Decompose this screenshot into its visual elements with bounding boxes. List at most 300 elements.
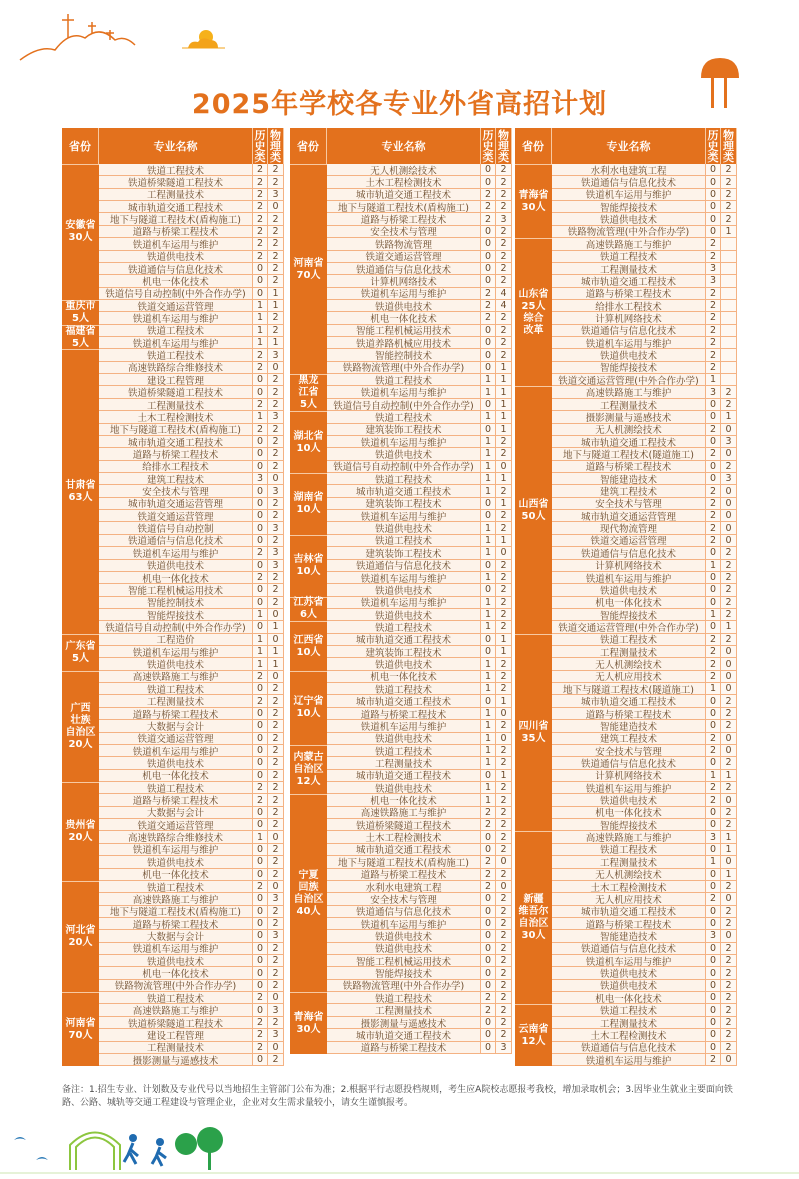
physics-count-cell: 2 [496,522,512,534]
major-name-cell: 铁道工程技术 [99,992,253,1004]
major-name-cell: 安全技术与管理 [327,893,481,905]
major-name-cell: 智能工程机械运用技术 [99,584,253,596]
physics-count-cell [721,337,737,349]
major-name-cell: 地下与隧道工程技术(隧道施工) [552,683,706,695]
physics-count-cell: 2 [268,980,284,992]
major-name-cell: 铁道机车运用与维护 [552,337,706,349]
major-name-cell: 城市轨道交通工程技术 [552,906,706,918]
major-name-cell: 城市轨道交通工程技术 [552,436,706,448]
physics-count-cell: 3 [268,1029,284,1041]
history-count-cell: 2 [706,238,721,250]
history-count-cell: 0 [706,473,721,485]
history-count-cell: 1 [481,708,496,720]
major-name-cell: 铁道机车运用与维护 [327,436,481,448]
major-name-cell: 铁道通信与信息化技术 [552,1042,706,1054]
physics-count-cell: 0 [721,893,737,905]
major-name-cell: 工程测量技术 [327,1004,481,1016]
physics-count-cell: 3 [268,485,284,497]
history-count-cell: 1 [253,609,268,621]
physics-count-cell: 2 [268,386,284,398]
bird-icon [36,1157,48,1160]
major-name-cell: 铁道供电技术 [327,609,481,621]
province-cell: 安徽省 30人 [62,164,99,300]
history-count-cell: 0 [481,337,496,349]
header-major: 专业名称 [552,128,706,164]
major-name-cell: 安全技术与管理 [327,226,481,238]
history-count-cell: 0 [481,770,496,782]
physics-count-cell: 2 [496,189,512,201]
physics-count-cell: 2 [496,621,512,633]
major-name-cell: 铁道供电技术 [99,251,253,263]
history-count-cell: 0 [253,597,268,609]
physics-count-cell: 2 [496,275,512,287]
major-name-cell: 机电一体化技术 [99,869,253,881]
history-count-cell: 0 [706,201,721,213]
physics-count-cell: 1 [721,621,737,633]
major-name-cell: 铁道机车运用与维护 [99,943,253,955]
major-name-cell: 给排水工程技术 [99,461,253,473]
physics-count-cell: 2 [496,930,512,942]
history-count-cell: 1 [253,646,268,658]
history-count-cell: 1 [481,720,496,732]
major-name-cell: 铁道供电技术 [552,980,706,992]
major-name-cell: 建筑装饰工程技术 [327,498,481,510]
physics-count-cell: 2 [496,337,512,349]
major-name-cell: 铁道养路机械应用技术 [327,337,481,349]
major-name-cell: 智能焊接技术 [99,609,253,621]
physics-count-cell: 3 [268,930,284,942]
physics-count-cell: 2 [268,918,284,930]
province-cell: 贵州省 20人 [62,782,99,881]
history-count-cell: 2 [253,238,268,250]
physics-count-cell: 3 [721,473,737,485]
physics-count-cell: 0 [721,1054,737,1066]
physics-count-cell: 2 [721,164,737,176]
physics-count-cell: 2 [496,226,512,238]
physics-count-cell: 2 [268,720,284,732]
physics-count-cell [721,263,737,275]
history-count-cell: 0 [253,374,268,386]
major-name-cell: 工程测量技术 [99,1042,253,1054]
major-name-cell: 铁道通信与信息化技术 [327,263,481,275]
physics-count-cell: 1 [268,621,284,633]
major-name-cell: 城市轨道交通工程技术 [327,1029,481,1041]
major-name-cell: 工程测量技术 [552,1017,706,1029]
physics-count-cell: 0 [721,646,737,658]
history-count-cell: 1 [481,374,496,386]
physics-count-cell: 2 [496,238,512,250]
history-count-cell: 1 [481,522,496,534]
physics-count-cell: 2 [496,794,512,806]
major-name-cell: 机电一体化技术 [327,794,481,806]
physics-count-cell: 2 [721,1042,737,1054]
major-name-cell: 铁道信号自动控制(中外合作办学) [99,621,253,633]
major-name-cell: 建筑工程技术 [99,473,253,485]
major-name-cell: 智能焊接技术 [327,967,481,979]
physics-count-cell: 2 [496,584,512,596]
major-name-cell: 铁路物流管理(中外合作办学) [327,362,481,374]
history-count-cell: 0 [253,448,268,460]
physics-count-cell: 2 [268,584,284,596]
province-cell: 黑龙 江省 5人 [290,374,327,411]
physics-count-cell: 0 [496,856,512,868]
major-name-cell: 铁道通信与信息化技术 [99,263,253,275]
major-name-cell: 铁道供电技术 [327,300,481,312]
history-count-cell: 0 [481,1042,496,1054]
physics-count-cell: 2 [496,807,512,819]
major-name-cell: 工程测量技术 [552,856,706,868]
history-count-cell: 1 [706,856,721,868]
physics-count-cell: 2 [721,213,737,225]
major-name-cell: 高速铁路施工与维护 [552,386,706,398]
physics-count-cell: 2 [268,176,284,188]
footnote: 备注：1.招生专业、计划数及专业代号以当地招生主管部门公布为准；2.根据平行志愿投档规则，考生应A院校志愿报考我校，增加录取机会；3.因毕业生就业主要面向铁路、公路、城轨等交通工程建设与管理企业，企业对女生需求量较小，请女生谨慎报考。 [62,1085,733,1108]
major-name-cell: 铁道工程技术 [327,411,481,423]
history-count-cell: 2 [706,362,721,374]
major-name-cell: 工程测量技术 [552,399,706,411]
major-name-cell: 无人机应用技术 [552,671,706,683]
history-count-cell: 0 [253,275,268,287]
history-count-cell: 2 [253,1029,268,1041]
history-count-cell: 0 [253,869,268,881]
major-name-cell: 铁道工程技术 [552,844,706,856]
major-name-cell: 铁道机车运用与维护 [552,1054,706,1066]
major-name-cell: 智能焊接技术 [552,362,706,374]
history-count-cell: 2 [253,794,268,806]
header-major: 专业名称 [99,128,253,164]
physics-count-cell: 2 [496,436,512,448]
major-name-cell: 城市轨道交通工程技术 [327,189,481,201]
history-count-cell: 2 [481,189,496,201]
major-name-cell: 智能建造技术 [552,473,706,485]
physics-count-cell: 2 [496,560,512,572]
major-name-cell: 土木工程检测技术 [99,411,253,423]
province-cell: 四川省 35人 [515,634,552,832]
province-cell: 宁夏 回族 自治区 40人 [290,794,327,992]
history-count-cell: 0 [706,1004,721,1016]
major-name-cell: 高速铁路施工与维护 [552,831,706,843]
history-count-cell: 2 [253,881,268,893]
history-count-cell: 0 [253,757,268,769]
history-count-cell: 2 [706,733,721,745]
physics-count-cell: 2 [721,1029,737,1041]
bird-icon [14,1137,26,1140]
history-count-cell: 0 [481,893,496,905]
major-name-cell: 工程测量技术 [99,695,253,707]
physics-count-cell: 2 [268,1017,284,1029]
major-name-cell: 机电一体化技术 [327,671,481,683]
history-count-cell: 2 [481,1004,496,1016]
history-count-cell: 2 [253,201,268,213]
physics-count-cell: 0 [268,1042,284,1054]
physics-count-cell: 2 [721,572,737,584]
history-count-cell: 0 [253,745,268,757]
physics-count-cell: 0 [268,634,284,646]
history-count-cell: 0 [481,238,496,250]
major-name-cell: 智能工程机械运用技术 [327,955,481,967]
province-cell: 青海省 30人 [515,164,552,238]
physics-count-cell: 2 [268,844,284,856]
major-name-cell: 机电一体化技术 [327,312,481,324]
major-name-cell: 无人机测绘技术 [552,424,706,436]
physics-count-cell: 2 [496,448,512,460]
major-name-cell: 高速铁路综合维修技术 [99,831,253,843]
physics-count-cell: 1 [496,473,512,485]
physics-count-cell: 2 [721,609,737,621]
major-name-cell: 铁道通信与信息化技术 [327,906,481,918]
header-physics: 物理类 [721,128,737,164]
history-count-cell: 0 [253,980,268,992]
physics-count-cell: 2 [721,918,737,930]
physics-count-cell: 0 [268,201,284,213]
major-name-cell: 铁道工程技术 [327,535,481,547]
history-count-cell: 2 [253,362,268,374]
province-cell: 山西省 50人 [515,386,552,633]
history-count-cell: 0 [706,621,721,633]
major-name-cell: 铁道机车运用与维护 [327,720,481,732]
major-name-cell: 城市轨道交通工程技术 [327,485,481,497]
major-name-cell: 道路与桥梁工程技术 [99,708,253,720]
major-name-cell: 铁道供电技术 [327,930,481,942]
major-name-cell: 铁道通信与信息化技术 [552,547,706,559]
history-count-cell: 0 [253,436,268,448]
history-count-cell: 0 [706,708,721,720]
history-count-cell: 2 [253,671,268,683]
major-name-cell: 铁道通信与信息化技术 [552,757,706,769]
physics-count-cell: 2 [268,213,284,225]
physics-count-cell: 2 [268,535,284,547]
physics-count-cell: 2 [721,992,737,1004]
physics-count-cell: 2 [721,980,737,992]
history-count-cell: 2 [253,349,268,361]
physics-count-cell: 2 [268,251,284,263]
physics-count-cell: 2 [496,349,512,361]
history-count-cell: 2 [706,312,721,324]
physics-count-cell: 2 [496,683,512,695]
physics-count-cell: 3 [496,1042,512,1054]
history-count-cell: 1 [481,683,496,695]
major-name-cell: 城市轨道交通运营管理 [552,510,706,522]
physics-count-cell [721,374,737,386]
physics-count-cell: 0 [721,522,737,534]
history-count-cell: 2 [481,201,496,213]
header-history: 历史类 [706,128,721,164]
major-name-cell: 铁道机车运用与维护 [552,189,706,201]
history-count-cell: 0 [481,646,496,658]
physics-count-cell: 0 [268,881,284,893]
history-count-cell: 2 [706,498,721,510]
physics-count-cell: 0 [721,485,737,497]
major-name-cell: 铁道工程技术 [327,374,481,386]
major-name-cell: 铁道工程技术 [99,683,253,695]
history-count-cell: 0 [253,535,268,547]
history-count-cell: 0 [706,943,721,955]
major-name-cell: 铁路物流管理(中外合作办学) [327,980,481,992]
major-name-cell: 高速铁路综合维修技术 [99,362,253,374]
major-name-cell: 铁道供电技术 [99,757,253,769]
major-name-cell: 铁道供电技术 [99,658,253,670]
province-cell: 江西省 10人 [290,621,327,670]
physics-count-cell: 2 [268,263,284,275]
province-cell: 河南省 70人 [290,164,327,374]
history-count-cell: 1 [706,770,721,782]
physics-count-cell: 2 [268,943,284,955]
major-name-cell: 铁道机车运用与维护 [99,312,253,324]
history-count-cell: 2 [253,1042,268,1054]
history-count-cell: 0 [706,881,721,893]
physics-count-cell: 2 [496,510,512,522]
history-count-cell: 0 [253,386,268,398]
major-name-cell: 铁道信号自动控制(中外合作办学) [99,288,253,300]
physics-count-cell: 1 [496,695,512,707]
history-count-cell: 2 [481,819,496,831]
physics-count-cell: 2 [268,325,284,337]
physics-count-cell: 0 [268,473,284,485]
history-count-cell: 3 [706,930,721,942]
physics-count-cell: 2 [496,1017,512,1029]
history-count-cell: 1 [481,658,496,670]
major-name-cell: 铁道机车运用与维护 [99,844,253,856]
history-count-cell: 2 [706,646,721,658]
major-name-cell: 铁道桥梁隧道工程技术 [327,819,481,831]
major-name-cell: 工程造价 [99,634,253,646]
history-count-cell: 1 [481,609,496,621]
physics-count-cell: 0 [721,448,737,460]
history-count-cell: 0 [253,683,268,695]
physics-count-cell: 2 [268,461,284,473]
physics-count-cell: 0 [721,856,737,868]
history-count-cell: 3 [253,473,268,485]
major-name-cell: 铁道交通运营管理 [327,251,481,263]
physics-count-cell: 1 [268,288,284,300]
major-name-cell: 铁道工程技术 [552,251,706,263]
history-count-cell: 0 [706,695,721,707]
major-name-cell: 铁道机车运用与维护 [99,646,253,658]
physics-count-cell: 2 [268,770,284,782]
history-count-cell: 2 [253,251,268,263]
history-count-cell: 2 [706,671,721,683]
history-count-cell: 0 [706,967,721,979]
major-name-cell: 地下与隧道工程技术(盾构施工) [99,906,253,918]
major-name-cell: 铁道通信与信息化技术 [552,325,706,337]
physics-count-cell: 4 [496,300,512,312]
physics-count-cell: 2 [721,201,737,213]
major-name-cell: 铁道机车运用与维护 [99,547,253,559]
history-count-cell: 0 [481,226,496,238]
history-count-cell: 0 [481,560,496,572]
physics-count-cell: 1 [721,226,737,238]
history-count-cell: 2 [706,794,721,806]
major-name-cell: 铁道供电技术 [552,967,706,979]
physics-count-cell: 2 [721,943,737,955]
header-physics: 物理类 [496,128,512,164]
major-name-cell: 铁道工程技术 [99,164,253,176]
history-count-cell: 2 [253,782,268,794]
major-name-cell: 铁道机车运用与维护 [552,955,706,967]
footer-decoration [0,1120,799,1179]
history-count-cell: 0 [481,918,496,930]
physics-count-cell: 3 [268,1004,284,1016]
major-name-cell: 铁道交通运营管理 [99,819,253,831]
physics-count-cell: 2 [496,201,512,213]
physics-count-cell: 0 [268,831,284,843]
physics-count-cell: 2 [268,745,284,757]
major-name-cell: 智能控制技术 [327,349,481,361]
history-count-cell: 0 [481,251,496,263]
major-name-cell: 建筑工程技术 [552,733,706,745]
physics-count-cell: 2 [721,720,737,732]
history-count-cell: 0 [481,831,496,843]
history-count-cell: 1 [481,547,496,559]
major-name-cell: 城市轨道交通工程技术 [327,634,481,646]
physics-count-cell: 2 [268,955,284,967]
history-count-cell: 0 [481,176,496,188]
physics-count-cell: 2 [721,189,737,201]
major-name-cell: 铁道通信与信息化技术 [99,535,253,547]
major-name-cell: 地下与隧道工程技术(盾构施工) [99,213,253,225]
history-count-cell: 2 [706,288,721,300]
physics-count-cell: 1 [496,399,512,411]
physics-count-cell: 2 [496,720,512,732]
history-count-cell: 1 [253,312,268,324]
history-count-cell: 1 [253,411,268,423]
history-count-cell: 0 [253,955,268,967]
physics-count-cell: 2 [721,819,737,831]
history-count-cell: 0 [481,906,496,918]
physics-count-cell: 3 [268,522,284,534]
physics-count-cell: 2 [268,448,284,460]
major-name-cell: 铁道交通运营管理(中外合作办学) [552,621,706,633]
major-name-cell: 铁道桥梁隧道工程技术 [99,1017,253,1029]
history-count-cell: 2 [481,288,496,300]
history-count-cell: 0 [706,955,721,967]
history-count-cell: 0 [706,819,721,831]
physics-count-cell: 1 [268,658,284,670]
province-cell: 湖南省 10人 [290,473,327,535]
physics-count-cell: 1 [496,634,512,646]
major-name-cell: 铁道工程技术 [327,745,481,757]
sun-cloud-icon [182,30,225,48]
history-count-cell: 2 [253,213,268,225]
major-name-cell: 智能焊接技术 [552,819,706,831]
physics-count-cell [721,251,737,263]
major-name-cell: 城市轨道交通工程技术 [99,436,253,448]
province-cell: 新疆 维吾尔 自治区 30人 [515,831,552,1004]
history-count-cell: 3 [706,275,721,287]
major-name-cell: 智能焊接技术 [552,201,706,213]
history-count-cell: 0 [253,733,268,745]
history-count-cell: 0 [253,856,268,868]
runner-icon [129,1134,137,1142]
physics-count-cell: 1 [496,362,512,374]
history-count-cell: 1 [253,634,268,646]
major-name-cell: 工程测量技术 [552,646,706,658]
province-cell: 吉林省 10人 [290,535,327,597]
history-count-cell: 2 [253,164,268,176]
major-name-cell: 高速铁路施工与维护 [99,893,253,905]
history-count-cell: 0 [706,844,721,856]
major-name-cell: 高速铁路施工与维护 [327,807,481,819]
header-province: 省份 [515,128,552,164]
major-name-cell: 铁道工程技术 [552,634,706,646]
history-count-cell: 1 [706,374,721,386]
physics-count-cell: 0 [496,733,512,745]
major-name-cell: 铁道交通运营管理 [99,733,253,745]
physics-count-cell: 1 [496,386,512,398]
physics-count-cell: 1 [496,498,512,510]
major-name-cell: 地下与隧道工程技术(盾构施工) [327,201,481,213]
major-name-cell: 机电一体化技术 [99,572,253,584]
